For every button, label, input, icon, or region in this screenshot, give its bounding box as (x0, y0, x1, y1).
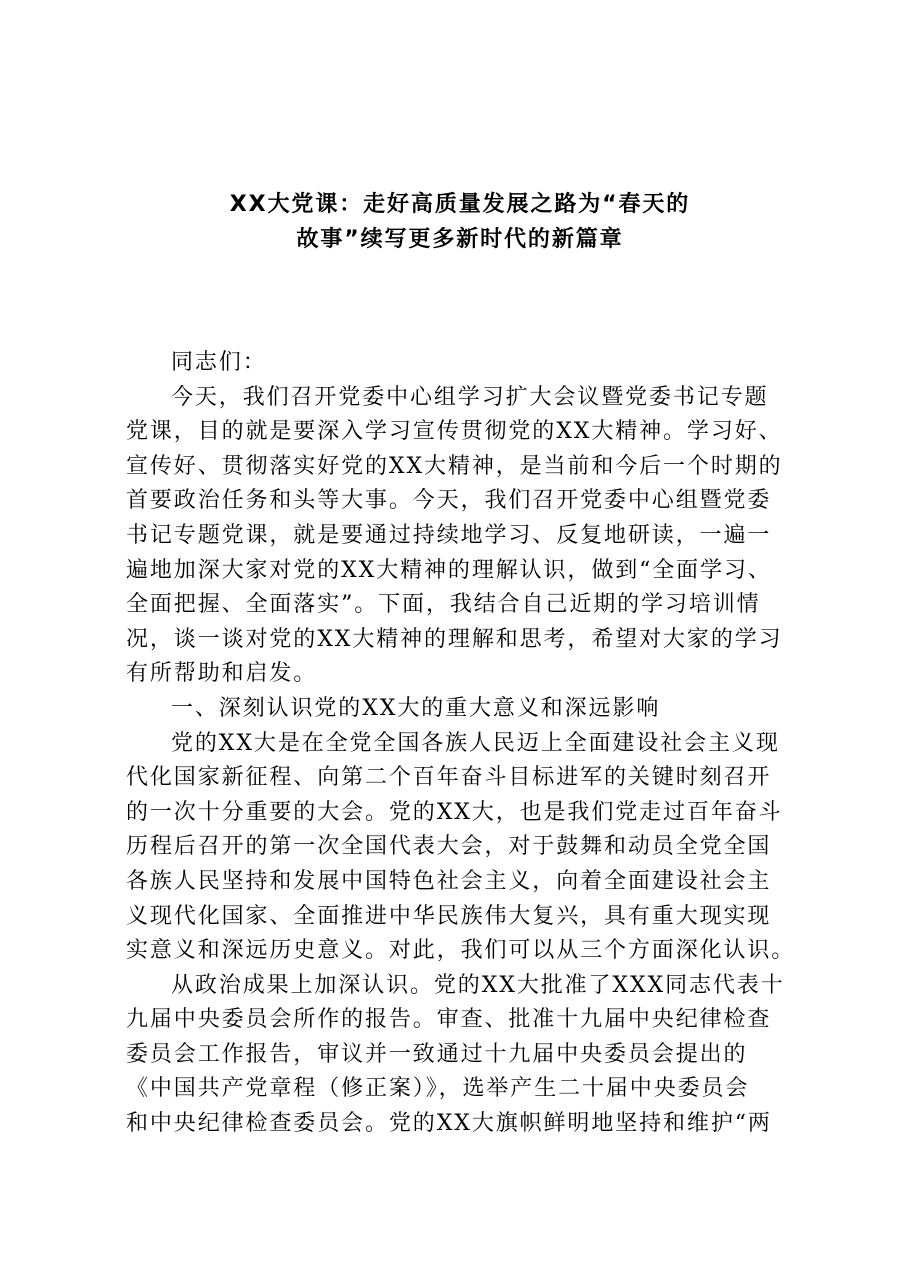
text-line: 党的XX大是在全党全国各族人民迈上全面建设社会主义现 (171, 730, 780, 756)
salutation-line: 同志们： (171, 350, 267, 375)
paragraph-political-results (126, 969, 796, 1142)
document-title (120, 188, 800, 257)
paragraph-significance (126, 727, 796, 969)
text-line: 宣传好、贯彻落实好党的XX大精神，是当前和今后一个时期的 (126, 453, 783, 479)
text-line: 有所帮助和启发。 (126, 661, 318, 687)
text-line: 遍地加深大家对党的XX大精神的理解认识，做到“全面学习、 (126, 557, 772, 583)
text-line: 各族人民坚持和发展中国特色社会主义，向着全面建设社会主 (126, 868, 772, 894)
text-line: 况，谈一谈对党的XX大精神的理解和思考，希望对大家的学习 (126, 626, 783, 652)
text-line: 委员会工作报告，审议并一致通过十九届中央委员会提出的 (126, 1041, 748, 1067)
text-line: 实意义和深远历史意义。对此，我们可以从三个方面深化认识。 (126, 938, 796, 964)
text-line: 从政治成果上加深认识。党的XX大批准了XXX同志代表十 (171, 972, 785, 998)
text-line: 党课，目的就是要深入学习宣传贯彻党的XX大精神。学习好、 (126, 419, 783, 445)
paragraph-intro (126, 381, 796, 692)
title-line: 故事”续写更多新时代的新篇章 (296, 226, 624, 252)
text-line: 书记专题党课，就是要通过持续地学习、反复地研读，一遍一 (126, 522, 772, 548)
section-heading: 一、深刻认识党的XX大的重大意义和深远影响 (171, 695, 661, 721)
title-line: XX大党课：走好高质量发展之路为“春天的 (229, 192, 691, 217)
document-body (126, 346, 796, 1142)
text-line: 和中央纪律检查委员会。党的XX大旗帜鲜明地坚持和维护“两 (126, 1111, 772, 1137)
text-line: 全面把握、全面落实”。下面，我结合自己近期的学习培训情 (126, 592, 761, 618)
text-line: 今天，我们召开党委中心组学习扩大会议暨党委书记专题 (171, 384, 769, 410)
text-line: 义现代化国家、全面推进中华民族伟大复兴，具有重大现实现 (126, 903, 772, 929)
text-line: 《中国共产党章程（修正案）》，选举产生二十届中央委员会 (126, 1076, 750, 1102)
text-line: 的一次十分重要的大会。党的XX大，也是我们党走过百年奋斗 (126, 799, 783, 825)
text-line: 首要政治任务和头等大事。今天，我们召开党委中心组暨党委 (126, 488, 772, 514)
text-line: 代化国家新征程、向第二个百年奋斗目标进军的关键时刻召开 (126, 765, 772, 791)
text-line: 历程后召开的第一次全国代表大会，对于鼓舞和动员全党全国 (126, 834, 772, 860)
text-line: 九届中央委员会所作的报告。审查、批准十九届中央纪律检查 (126, 1007, 772, 1033)
